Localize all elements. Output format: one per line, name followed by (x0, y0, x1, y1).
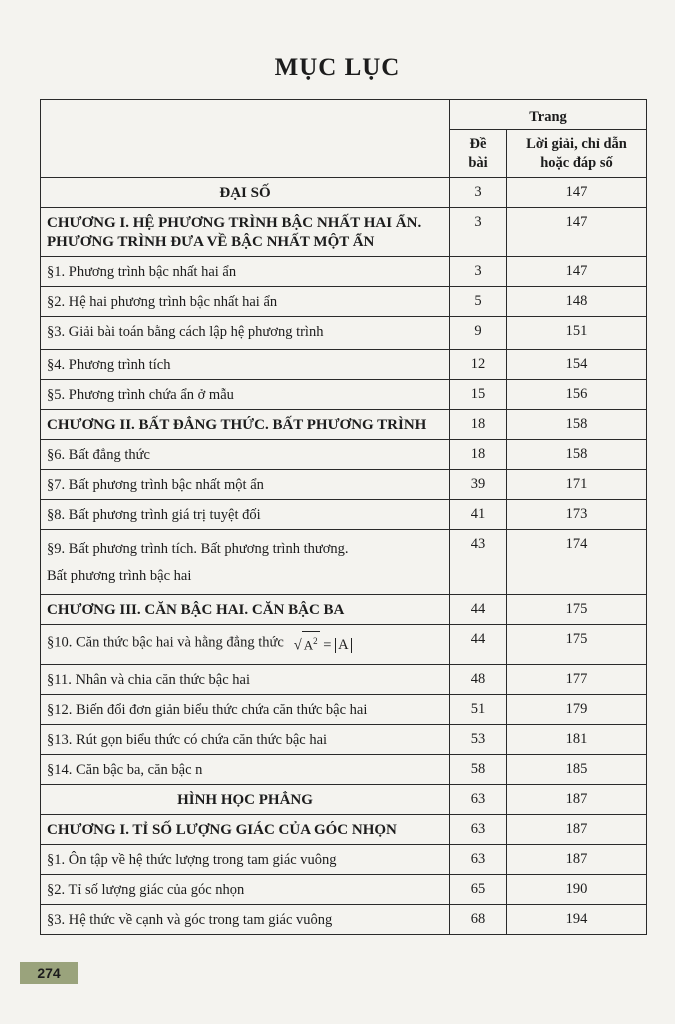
row-title (41, 755, 450, 785)
row-title (41, 287, 450, 317)
row-title-text: HÌNH HỌC PHẲNG (177, 792, 313, 808)
row-title-text: §8. Bất phương trình giá trị tuyệt đối (47, 507, 261, 523)
loi-giai-page: 185 (507, 755, 647, 785)
de-bai-page: 3 (450, 178, 507, 208)
row-title-text: §11. Nhân và chia căn thức bậc hai (47, 672, 250, 688)
table-row (41, 845, 647, 875)
row-title-text: §13. Rút gọn biểu thức có chứa căn thức bậc hai (47, 732, 328, 748)
loi-giai-page: 147 (507, 208, 647, 257)
row-title-text: §14. Căn bậc ba, căn bậc n (47, 762, 203, 778)
table-row (41, 905, 647, 935)
table-row (41, 470, 647, 500)
de-bai-page: 63 (450, 785, 507, 815)
loi-giai-page: 154 (507, 350, 647, 380)
abs-value: A (335, 638, 351, 653)
page-number: 274 (20, 962, 78, 984)
row-title-text: CHƯƠNG I. HỆ PHƯƠNG TRÌNH BẬC NHẤT HAI ẨN. PHƯƠNG TRÌNH ĐƯA VỀ BẬC NHẤT MỘT ẨN (47, 215, 422, 250)
loi-giai-page: 187 (507, 785, 647, 815)
row-title (41, 845, 450, 875)
row-title-text: ĐẠI SỐ (219, 185, 271, 201)
table-row (41, 500, 647, 530)
sqrt-formula: √ $A^2 = A$ (294, 631, 352, 655)
row-title-text: §6. Bất đẳng thức (47, 447, 150, 463)
de-bai-page: 44 (450, 625, 507, 665)
row-title-text: §3. Hệ thức về cạnh và góc trong tam giác vuông (47, 912, 333, 928)
de-bai-page: 41 (450, 500, 507, 530)
table-row (41, 440, 647, 470)
table-row (41, 815, 647, 845)
header-de-bai: Đề bài (450, 130, 507, 178)
row-title (41, 530, 450, 595)
header-blank-cell (41, 100, 450, 178)
row-title (41, 470, 450, 500)
row-title-text: §12. Biến đổi đơn giản biểu thức chứa căn thức bậc hai (47, 702, 368, 718)
row-title (41, 625, 450, 665)
row-title (41, 500, 450, 530)
row-title-text: §5. Phương trình chứa ẩn ở mẫu (47, 387, 234, 403)
row-title (41, 725, 450, 755)
loi-giai-page: 148 (507, 287, 647, 317)
exponent: 2 (313, 636, 318, 646)
row-title (41, 695, 450, 725)
row-title-text: §1. Ôn tập về hệ thức lượng trong tam giác vuông (47, 852, 337, 868)
table-row (41, 380, 647, 410)
row-title-text: §10. Căn thức bậc hai và hằng đẳng thức (47, 634, 284, 651)
row-title (41, 440, 450, 470)
de-bai-page: 39 (450, 470, 507, 500)
row-title-text: CHƯƠNG III. CĂN BẬC HAI. CĂN BẬC BA (47, 602, 345, 618)
row-title (41, 257, 450, 287)
loi-giai-page: 151 (507, 317, 647, 350)
row-title (41, 317, 450, 350)
loi-giai-page: 194 (507, 905, 647, 935)
de-bai-page: 44 (450, 595, 507, 625)
de-bai-page: 53 (450, 725, 507, 755)
table-row (41, 695, 647, 725)
row-title-text: CHƯƠNG II. BẤT ĐẲNG THỨC. BẤT PHƯƠNG TRÌNH (47, 417, 427, 433)
row-title (41, 665, 450, 695)
de-bai-page: 63 (450, 815, 507, 845)
row-title (41, 380, 450, 410)
de-bai-page: 65 (450, 875, 507, 905)
row-title-text: §2. Tỉ số lượng giác của góc nhọn (47, 882, 245, 898)
loi-giai-page: 156 (507, 380, 647, 410)
row-title (41, 815, 450, 845)
table-row (41, 257, 647, 287)
table-row (41, 350, 647, 380)
table-row (41, 755, 647, 785)
table-row (41, 287, 647, 317)
row-title (41, 595, 450, 625)
row-title-text: §2. Hệ hai phương trình bậc nhất hai ẩn (47, 294, 278, 310)
table-row (41, 625, 647, 665)
toc-table (40, 99, 647, 935)
loi-giai-page: 179 (507, 695, 647, 725)
de-bai-page: 12 (450, 350, 507, 380)
row-title-text: CHƯƠNG I. TỈ SỐ LƯỢNG GIÁC CỦA GÓC NHỌN (47, 822, 397, 838)
table-row (41, 725, 647, 755)
de-bai-page: 63 (450, 845, 507, 875)
de-bai-page: 51 (450, 695, 507, 725)
loi-giai-page: 171 (507, 470, 647, 500)
de-bai-page: 48 (450, 665, 507, 695)
table-row (41, 595, 647, 625)
row-title (41, 208, 450, 257)
table-row (41, 665, 647, 695)
row-title (41, 410, 450, 440)
de-bai-page: 15 (450, 380, 507, 410)
row-title-text: §1. Phương trình bậc nhất hai ẩn (47, 264, 237, 280)
de-bai-page: 5 (450, 287, 507, 317)
row-title (41, 785, 450, 815)
de-bai-page: 43 (450, 530, 507, 595)
de-bai-page: 3 (450, 257, 507, 287)
row-title (41, 178, 450, 208)
row-title (41, 905, 450, 935)
loi-giai-page: 147 (507, 178, 647, 208)
table-row (41, 317, 647, 350)
table-row (41, 875, 647, 905)
page-title: MỤC LỤC (274, 54, 401, 81)
loi-giai-page: 187 (507, 815, 647, 845)
de-bai-page: 18 (450, 410, 507, 440)
row-title-text: §4. Phương trình tích (47, 357, 171, 373)
de-bai-page: 9 (450, 317, 507, 350)
radicand: A (303, 637, 314, 653)
table-row (41, 178, 647, 208)
de-bai-page: 68 (450, 905, 507, 935)
loi-giai-page: 173 (507, 500, 647, 530)
loi-giai-page: 181 (507, 725, 647, 755)
loi-giai-page: 175 (507, 595, 647, 625)
table-row (41, 208, 647, 257)
loi-giai-page: 177 (507, 665, 647, 695)
loi-giai-page: 187 (507, 845, 647, 875)
loi-giai-page: 175 (507, 625, 647, 665)
header-trang: Trang (450, 100, 647, 130)
loi-giai-page: 158 (507, 440, 647, 470)
de-bai-page: 58 (450, 755, 507, 785)
row-title-text: §3. Giải bài toán bằng cách lập hệ phương trình (47, 324, 324, 340)
loi-giai-page: 147 (507, 257, 647, 287)
loi-giai-page: 158 (507, 410, 647, 440)
row-title-text: §7. Bất phương trình bậc nhất một ẩn (47, 477, 264, 493)
row-title (41, 875, 450, 905)
row-title (41, 350, 450, 380)
loi-giai-page: 190 (507, 875, 647, 905)
table-row (41, 410, 647, 440)
row-title-text: §9. Bất phương trình tích. Bất phương trình thương. Bất phương trình bậc hai (47, 541, 349, 584)
table-row (41, 785, 647, 815)
loi-giai-page: 174 (507, 530, 647, 595)
de-bai-page: 18 (450, 440, 507, 470)
header-loi-giai: Lời giải, chỉ dẫn hoặc đáp số (507, 130, 647, 178)
de-bai-page: 3 (450, 208, 507, 257)
table-row (41, 530, 647, 595)
